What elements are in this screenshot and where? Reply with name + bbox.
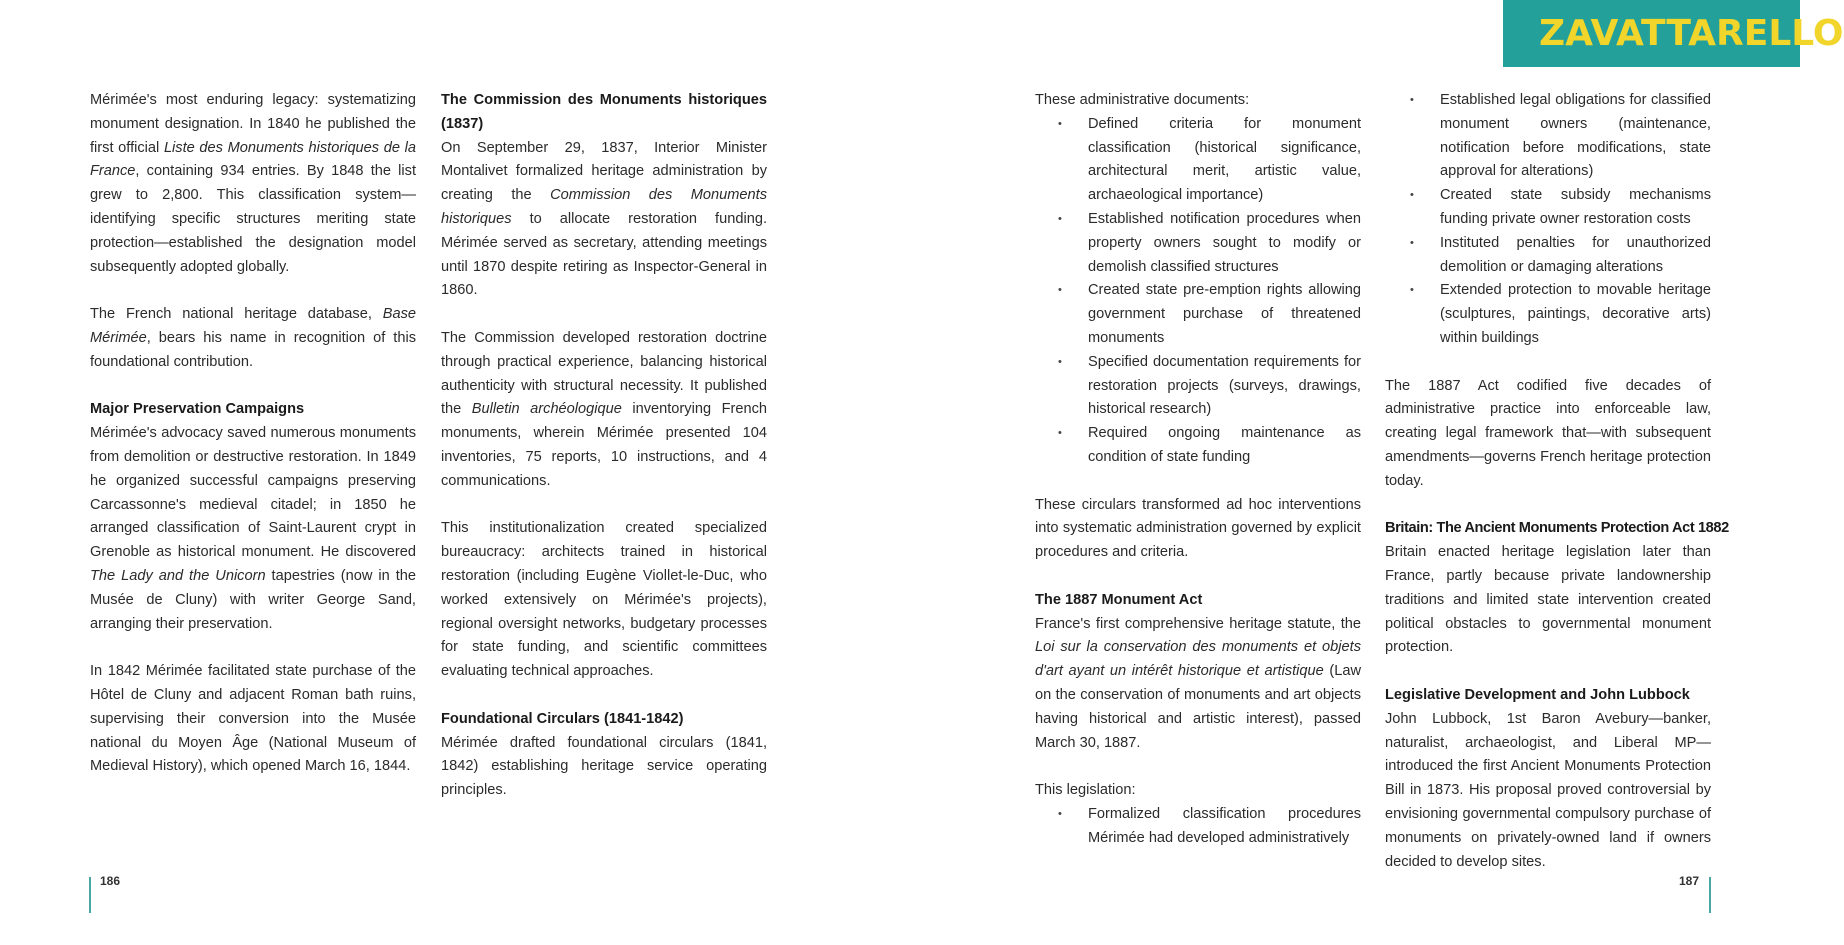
left-page-column-2 (441, 89, 767, 803)
italic-title: The Lady and the Unicorn (90, 567, 266, 584)
paragraph: In 1842 Mérimée facilitated state purchase of the Hôtel de Cluny and adjacent Roman bath ruins, supervising their conversion into the Musée national du Moyen Âge (National Museum of Medieval History), which opened March 16, 1844. (90, 663, 416, 775)
left-page-rule (89, 877, 91, 913)
paragraph: John Lubbock, 1st Baron Avebury—banker, naturalist, archaeologist, and Liberal MP—introduced the first Ancient Monuments Protection Bill in 1873. His proposal proved controversial by envisioning governmental compulsory purchase of monuments on privately-owned land if owners decided to develop sites. (1385, 710, 1711, 870)
list-item: • Extended protection to movable heritage (sculptures, paintings, decorative arts) within buildings (1440, 279, 1711, 350)
right-page-column-1 (1035, 89, 1361, 851)
paragraph: Mérimée drafted foundational circulars (1841, 1842) establishing heritage service operating principles. (441, 734, 767, 799)
list-item: • Specified documentation requirements for restoration projects (surveys, drawings, historical research) (1088, 351, 1361, 422)
bullet-list (1385, 89, 1711, 351)
page-number-right: 187 (1679, 874, 1700, 888)
right-page-column-2 (1385, 89, 1729, 874)
page-number-left: 186 (100, 874, 121, 888)
paragraph: The Commission developed restoration doctrine through practical experience, balancing historical authenticity with structural necessity. It published the Bulletin archéologique inventorying French monuments, wherein Mérimée presented 104 inventories, 75 reports, 10 instructions, and 4 communications. (441, 329, 767, 489)
paragraph: On September 29, 1837, Interior Minister Montalivet formalized heritage administration by creating the Commission des Monuments historiques to allocate restoration funding. Mérimée served as secretary, attending meetings until 1870 despite retiring as Inspector-General in 1860. (441, 139, 767, 299)
italic-title: Bulletin archéologique (471, 401, 622, 418)
section-heading: Foundational Circulars (1841-1842) (441, 710, 684, 727)
italic-title: Base Mérimée (90, 306, 416, 346)
italic-title: Loi sur la conservation des monuments et objets d'art ayant un intérêt historique et artistique (1035, 639, 1361, 680)
section-heading: Britain: The Ancient Monuments Protection Act 1882 (1385, 520, 1729, 537)
paragraph: France's first comprehensive heritage statute, the Loi sur la conservation des monuments et objets d'art ayant un intérêt historique et artistique (Law on the conservation of monuments and art objects having historical and artistic interest), passed March 30, 1887. (1035, 615, 1362, 751)
paragraph: Britain enacted heritage legislation later than France, partly because private landownership traditions and limited state intervention created political obstacles to governmental monument protection. (1385, 544, 1711, 656)
list-item: • Required ongoing maintenance as condition of state funding (1088, 422, 1361, 470)
italic-title: Commission des Monuments historiques (441, 187, 767, 227)
right-page-rule (1709, 877, 1711, 913)
list-item: • Formalized classification procedures Mérimée had developed administratively (1088, 803, 1361, 851)
chapter-banner: ZAVATTARELLO (1503, 0, 1800, 67)
paragraph: The French national heritage database, Base Mérimée, bears his name in recognition of this foundational contribution. (90, 306, 416, 370)
paragraph: This legislation: (1035, 782, 1136, 799)
list-item: • Established legal obligations for classified monument owners (maintenance, notification before modifications, state approval for alterations) (1440, 89, 1711, 184)
list-item: • Created state pre-emption rights allowing government purchase of threatened monuments (1088, 279, 1361, 350)
paragraph: Mérimée's advocacy saved numerous monuments from demolition or destructive restoration. In 1849 he organized successful campaigns preserving Carcassonne's medieval citadel; in 1850 he arranged classification of Saint-Laurent crypt in Grenoble as historical monument. He discovered The Lady and the Unicorn tapestries (now in the Musée de Cluny) with writer George Sand, arranging their preservation. (90, 425, 416, 632)
section-heading: Legislative Development and John Lubbock (1385, 686, 1690, 703)
paragraph: This institutionalization created specialized bureaucracy: architects trained in historical restoration (including Eugène Viollet-le-Duc, who worked extensively on Mérimée's projects), regional oversight networks, budgetary processes for state funding, and scientific committees evaluating technical approaches. (441, 520, 767, 680)
paragraph: Mérimée's most enduring legacy: systematizing monument designation. In 1840 he published the first official Liste des Monuments historiques de la France, containing 934 entries. By 1848 the list grew to 2,800. This classification system—identifying specific structures meriting state protection—established the designation model subsequently adopted globally. (90, 92, 416, 275)
paragraph: These circulars transformed ad hoc interventions into systematic administration governed by explicit procedures and criteria. (1035, 496, 1361, 561)
section-heading: The Commission des Monuments historiques (1837) (441, 92, 767, 132)
section-heading: The 1887 Monument Act (1035, 591, 1203, 608)
left-page-column-1 (90, 89, 416, 779)
bullet-list (1035, 803, 1361, 851)
bullet-list (1035, 113, 1361, 470)
list-item: • Established notification procedures when property owners sought to modify or demolish classified structures (1088, 208, 1361, 279)
list-item: • Created state subsidy mechanisms funding private owner restoration costs (1440, 184, 1711, 232)
paragraph: These administrative documents: (1035, 92, 1250, 108)
section-heading: Major Preservation Campaigns (90, 401, 305, 418)
list-item: • Defined criteria for monument classification (historical significance, architectural merit, artistic value, archaeological importance) (1088, 113, 1361, 208)
paragraph: The 1887 Act codified five decades of administrative practice into enforceable law, creating legal framework that—with subsequent amendments—governs French heritage protection today. (1385, 377, 1711, 489)
italic-title: Liste des Monuments historiques de la France (90, 139, 416, 180)
list-item: • Instituted penalties for unauthorized demolition or damaging alterations (1440, 232, 1711, 280)
